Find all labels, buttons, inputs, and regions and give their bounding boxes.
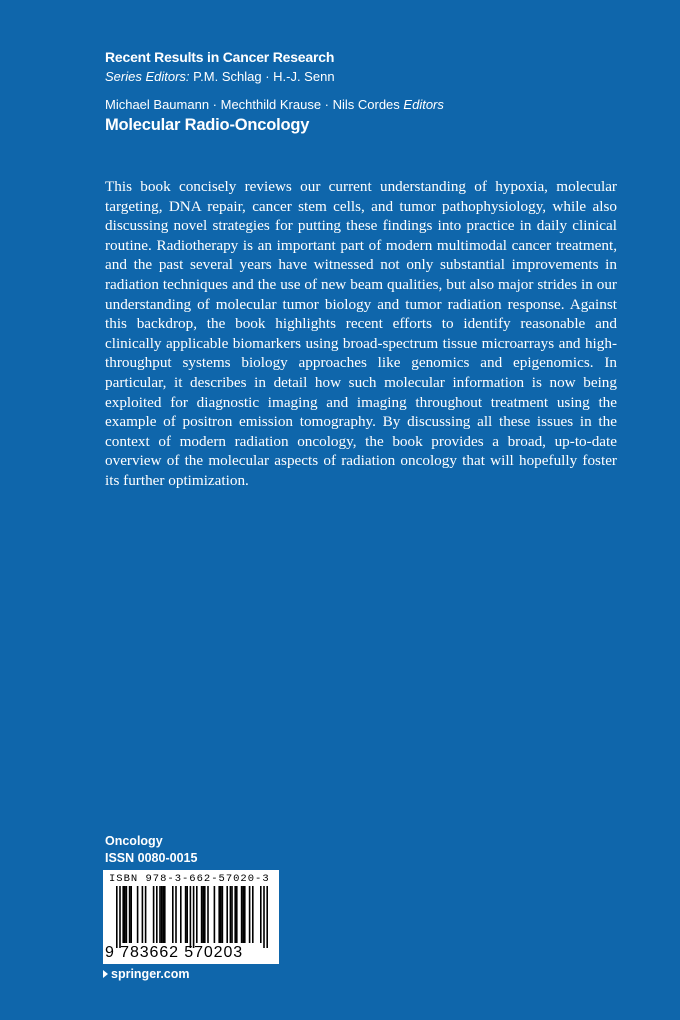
book-editors [105, 95, 625, 114]
barcode-bar [126, 886, 128, 943]
book-description: This book concisely reviews our current understanding of hypoxia, molecular targeting, DNA repair, cancer stem cells, and tumor pathophysiology, while also discussing novel strategies for putting these findings into practice in daily clinical routine. Radiotherapy is an important part of modern multimodal cancer treatment, and the past several years have witnessed not only substantial improvements in radiation techniques and the use of new beam qualities, but also major strides in our understanding of molecular tumor biology and tumor radiation response. Against this backdrop, the book highlights recent efforts to identify reasonable and clinically applicable biomarkers using broad-spectrum tissue microarrays and high-throughput systems biology approaches like genomics and epigenomics. In particular, it describes in detail how such molecular information is now being exploited for diagnostic imaging and imaging throughout treatment using the example of positron emission tomography. By discussing all these issues in the context of modern radiation oncology, the book provides a broad, up-to-date overview of the molecular aspects of radiation oncology that will hopefully foster its further optimization. [105, 178, 617, 489]
barcode-bar [266, 886, 268, 948]
barcode-bar [159, 886, 161, 943]
book-editors-role: Editors [403, 97, 444, 112]
barcode-bar [180, 886, 182, 943]
publisher-link[interactable] [103, 966, 190, 982]
book-title: Molecular Radio-Oncology [105, 116, 310, 134]
barcode-bar [218, 886, 220, 943]
cover-header [105, 48, 625, 136]
barcode-bar [230, 886, 232, 943]
barcode-bar [201, 886, 203, 943]
barcode-bar [172, 886, 174, 943]
barcode-bar [142, 886, 144, 943]
barcode-bar [186, 886, 188, 943]
barcode-bar [185, 886, 187, 943]
barcode-bar [204, 886, 206, 943]
barcode-bar [241, 886, 243, 943]
series-editors-names: P.M. Schlag · H.-J. Senn [193, 69, 335, 84]
series-title: Recent Results in Cancer Research [105, 49, 335, 65]
barcode-bar [222, 886, 224, 943]
barcode-bar [202, 886, 204, 943]
barcode-bar [196, 886, 198, 943]
barcode-bar [193, 886, 195, 948]
book-editors-names: Michael Baumann · Mechthild Krause · Nils Cordes [105, 97, 400, 112]
barcode-bar [164, 886, 166, 943]
barcode-bar [226, 886, 228, 943]
barcode-bar [252, 886, 254, 943]
issn: ISSN 0080-0015 [105, 851, 198, 865]
publisher-website: springer.com [111, 967, 190, 981]
series-editors-label: Series Editors: [105, 69, 190, 84]
barcode-bar [234, 886, 236, 943]
barcode-bar [242, 886, 244, 943]
series-editors [105, 67, 625, 86]
isbn-barcode [103, 870, 279, 964]
barcode-bar [137, 886, 139, 943]
isbn-label: ISBN 978-3-662-57020-3 [109, 873, 270, 885]
barcode-bar [129, 886, 131, 943]
barcode-bar [145, 886, 147, 943]
barcode-bar [231, 886, 233, 943]
barcode-bar [190, 886, 192, 948]
barcode-bars [103, 886, 279, 948]
barcode-bar [220, 886, 222, 943]
subject-info [105, 833, 197, 867]
barcode-bar [263, 886, 265, 948]
barcode-bar [119, 886, 121, 948]
barcode-bar [244, 886, 246, 943]
barcode-bar [130, 886, 132, 943]
barcode-bar [260, 886, 262, 943]
barcode-bar [153, 886, 155, 943]
barcode-bar [236, 886, 238, 943]
barcode-bar [162, 886, 164, 943]
barcode-bar [156, 886, 158, 943]
barcode-bar [249, 886, 251, 943]
barcode-bar [122, 886, 124, 943]
barcode-bar [175, 886, 177, 943]
subject-category: Oncology [105, 834, 163, 848]
barcode-bar [161, 886, 163, 943]
barcode-bar [214, 886, 216, 943]
barcode-bar [207, 886, 209, 943]
barcode-digits: 9 783662 570203 [105, 944, 244, 961]
barcode-bar [124, 886, 126, 943]
arrow-right-icon [103, 970, 108, 978]
barcode-bar [116, 886, 118, 948]
